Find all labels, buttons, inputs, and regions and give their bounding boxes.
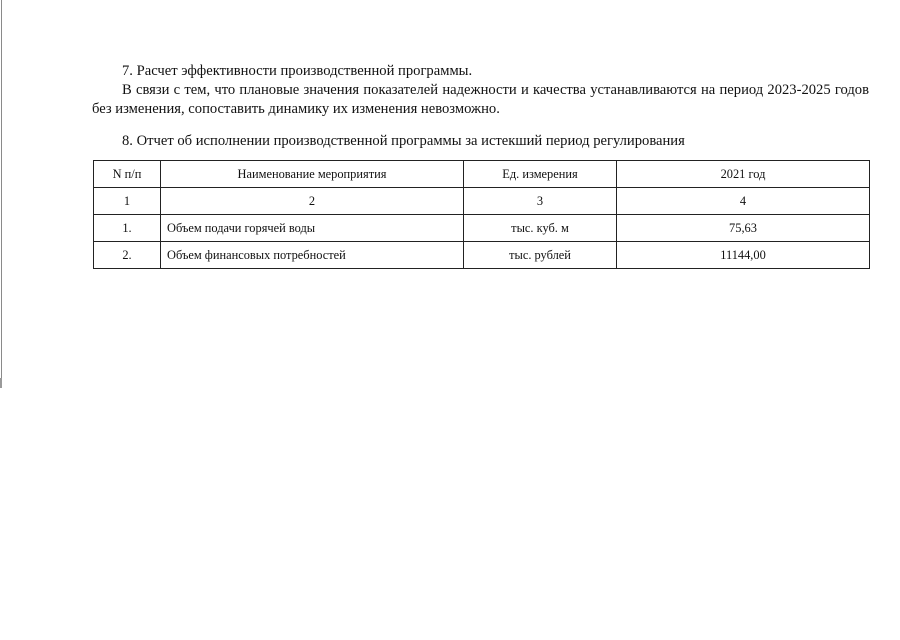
unit-cell: тыс. куб. м bbox=[464, 215, 617, 242]
header-activity-name: Наименование мероприятия bbox=[161, 161, 464, 188]
section-7-text: В связи с тем, что плановые значения показателей надежности и качества устанавливаются на период 2023-2025 годов без изменения, сопоставить динамику их изменения невозможно. bbox=[92, 82, 869, 117]
table-header-row bbox=[94, 161, 870, 188]
table-row bbox=[94, 215, 870, 242]
document-body bbox=[92, 62, 869, 151]
row-number-cell: 2. bbox=[94, 242, 161, 269]
scan-left-edge bbox=[1, 0, 2, 380]
value-cell: 75,63 bbox=[617, 215, 870, 242]
activity-name-cell: Объем подачи горячей воды bbox=[161, 215, 464, 242]
header-number: N п/п bbox=[94, 161, 161, 188]
activity-name-cell: Объем финансовых потребностей bbox=[161, 242, 464, 269]
table-column-numbers-row bbox=[94, 188, 870, 215]
column-number-cell: 2 bbox=[161, 188, 464, 215]
table-row bbox=[94, 242, 870, 269]
column-number-cell: 3 bbox=[464, 188, 617, 215]
scan-mark bbox=[0, 378, 2, 388]
header-unit: Ед. измерения bbox=[464, 161, 617, 188]
section-8-heading: 8. Отчет об исполнении производственной программы за истекший период регулирования bbox=[122, 133, 685, 149]
column-number-cell: 1 bbox=[94, 188, 161, 215]
row-number-cell: 1. bbox=[94, 215, 161, 242]
column-number-cell: 4 bbox=[617, 188, 870, 215]
unit-cell: тыс. рублей bbox=[464, 242, 617, 269]
value-cell: 11144,00 bbox=[617, 242, 870, 269]
header-year-2021: 2021 год bbox=[617, 161, 870, 188]
section-7-heading: 7. Расчет эффективности производственной программы. bbox=[122, 63, 473, 79]
execution-report-table bbox=[93, 160, 870, 269]
